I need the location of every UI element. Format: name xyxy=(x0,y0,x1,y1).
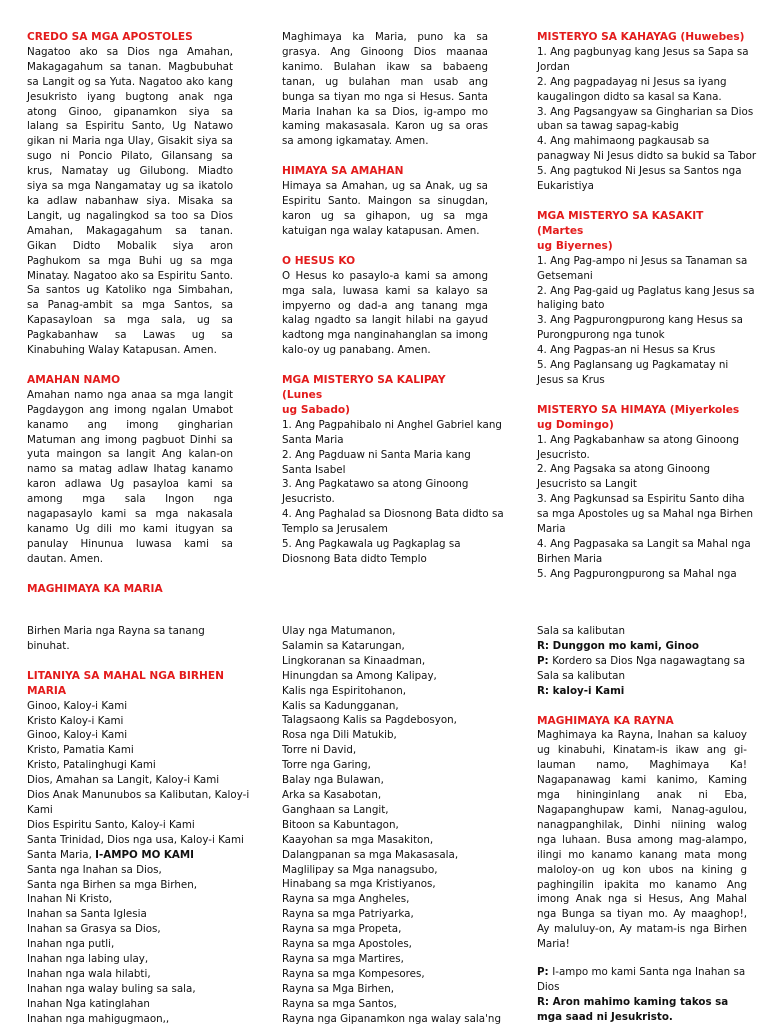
rayna-r xyxy=(537,995,747,1010)
list-item: haliging bato xyxy=(537,299,605,312)
r-label: R: xyxy=(537,995,553,1008)
himaya-misteryo-section xyxy=(537,403,753,582)
p-text: I-ampo mo kami Santa nga Inahan sa xyxy=(552,966,746,979)
p-text: Kordero sa Dios Nga nagawagtang sa xyxy=(552,654,746,667)
credo-title: CREDO SA MGA APOSTOLES xyxy=(27,31,193,43)
list-item: Hinungdan sa Among Kalipay, xyxy=(282,669,437,682)
list-item: Kristo, Patalinghugi Kami xyxy=(27,759,156,772)
response-r2 xyxy=(537,684,747,699)
column-bottom-right xyxy=(537,624,747,1025)
list-item: Jesucristo sa Langit xyxy=(537,478,637,491)
credo-text: Nagatoo ako sa Dios nga Amahan, Makagagahum sa tanan. Magbubuhat sa Langit og sa Yuta. Nagatoo ako kang Jesukristo iyang bugtong anak nga atong Ginoo, gipanamkon siya sa lalang sa Espiritu Santo, Ug Natawo gikan ni Maria nga Ulay, Gisakit siya sa sugo ni Poncio Pilato, Gilansang sa krus, Namatay ug Gilubong. Miadto siya sa mga Nangamatay ug sa ikatolo ka adlaw nabanhaw siya. Misaka sa Langit, ug nagalingkod sa too sa Dios Amahan, Makagagahum sa tanan. Gikan Didto Mobalik siya aron Paghukom sa mga Buhi ug sa mga Minatay. Nagatoo ako sa Espiritu Santo. Sa santos ug Katoliko nga Simbahan, sa Panag-ambit sa mga Santos, sa Kapasayloan sa mga sala, ug sa Pagkabanhaw sa Lawas ug sa Kinabuhing Walay Katapusan. Amen. xyxy=(27,45,233,357)
himaya-misteryo-title-line: MISTERYO SA HIMAYA (Miyerkoles xyxy=(537,403,740,416)
list-item: Inahan nga putli, xyxy=(27,938,115,951)
ohesus-section xyxy=(282,254,488,358)
himaya-title: HIMAYA SA AMAHAN xyxy=(282,165,404,178)
continuation-line: binuhat. xyxy=(27,639,70,652)
credo-section xyxy=(27,30,233,358)
amahan-text: Amahan namo nga anaa sa mga langit Pagdaygon ang imong ngalan Umabot kanamo ang imong gingharian Matuman ang imong pagbuot Dinhi sa yuta maingon sa langit Ang kalan-on namo sa matag adlaw Ihatag kanamo karon adlawa Ug pasayloa kami sa among mga sala Ingon nga nagapasaylo kami sa mga nakasala kanamo Ug dili mo kami itugyan sa panulay Hinunua luwasa kami sa dautan. Amen. xyxy=(27,388,233,565)
list-item: Jesucristo. xyxy=(537,448,590,461)
rayna-section xyxy=(537,714,747,1025)
kahayag-title: MISTERYO SA KAHAYAG (Huwebes) xyxy=(537,31,745,43)
list-item: 2. Ang Pagsaka sa atong Ginoong xyxy=(537,463,711,476)
list-item: Maglilipay sa Mga nanagsubo, xyxy=(282,863,438,876)
rayna-p-cont: Dios xyxy=(537,980,560,993)
r-label: R: xyxy=(537,639,553,652)
column-top-middle xyxy=(282,30,504,567)
himaya-text: Himaya sa Amahan, ug sa Anak, ug sa Espiritu Santo. Maingon sa sinugdan, karon ug sa gihapon, ug sa mga katuigan nga walay katapusan. Amen. xyxy=(282,180,488,237)
list-item: Getsemani xyxy=(537,269,593,282)
list-item: Rosa nga Dili Matukib, xyxy=(282,729,397,742)
list-item: 2. Ang pagpadayag ni Jesus sa iyang xyxy=(537,75,727,88)
list-item: 1. Ang Pagkabanhaw sa atong Ginoong xyxy=(537,433,740,446)
list-item: 5. Ang Paglansang ug Pagkamatay ni xyxy=(537,359,729,372)
list-item: Jordan xyxy=(537,60,570,73)
list-item: 4. Ang mahimaong pagkausab sa xyxy=(537,135,710,148)
list-item: Purongpurong nga tunok xyxy=(537,329,665,342)
list-item: 5. Ang Pagpurongpurong sa Mahal nga xyxy=(537,567,737,580)
litaniya-title-line: LITANIYA SA MAHAL NGA BIRHEN xyxy=(27,669,224,682)
list-item: Salamin sa Katarungan, xyxy=(282,639,405,652)
list-item: sa mga Apostoles ug sa Mahal nga Birhen xyxy=(537,508,753,521)
list-item: Ganghaan sa Langit, xyxy=(282,803,389,816)
list-item: Templo sa Jerusalem xyxy=(282,523,388,536)
list-item: Dalangpanan sa mga Makasasala, xyxy=(282,848,459,861)
maghimaya-title: MAGHIMAYA KA MARIA xyxy=(27,582,163,595)
r-text: Aron mahimo kaming takos sa xyxy=(552,995,729,1008)
list-item: Kami xyxy=(27,803,53,816)
kasakit-title-line: MGA MISTERYO SA KASAKIT (Martes xyxy=(537,209,704,237)
list-item xyxy=(27,848,233,863)
list-item: Ginoo, Kaloy-i Kami xyxy=(27,729,128,742)
ohesus-text: O Hesus ko pasaylo-a kami sa among mga sala, luwasa kami sa kalayo sa impyerno og dad-a ang tanang mga kalag ngadto sa langit hilabi na gayud kadtong mga nanginahanglan sa imong kalo-oy ug panabang. Amen. xyxy=(282,269,488,357)
amahan-section xyxy=(27,373,233,567)
list-item: Torre ni David, xyxy=(282,744,357,757)
litaniya-section xyxy=(27,669,250,1027)
list-item: Kaayohan sa mga Masakiton, xyxy=(282,833,434,846)
column-top-left xyxy=(27,30,233,597)
list-item: 1. Ang Pag-ampo ni Jesus sa Tanaman sa xyxy=(537,254,748,267)
santa-maria-response: I-AMPO MO KAMI xyxy=(95,848,194,861)
list-item: Ginoo, Kaloy-i Kami xyxy=(27,699,128,712)
r-text: Dunggon mo kami, Ginoo xyxy=(552,639,699,652)
list-item: Inahan nga mahigugmaon,, xyxy=(27,1012,170,1025)
list-item: Rayna sa mga Martires, xyxy=(282,952,404,965)
santa-maria-prefix: Santa Maria, xyxy=(27,848,96,861)
rayna-text: Maghimaya ka Rayna, Inahan sa kaluoy ug kinabuhi, Kinatam-is ikaw ang gi-lauman namo, Maghimaya Ka! Nagapanawag kami kanimo, Kaming mga hininginlang anak ni Eba, Nagapanghupaw kami, Nanag-agulou, nanagpanghilak, Dinhi niining walog nga luhaan. Busa among mag-alampo, ilingi mo kanamo kanang mata mong maloloy-on ug kon ubos na kining g paghingilin ipakita mo kanamo Ang imong Anak nga si Hesus, Ang Mahal nga Bunga sa tiyan mo. Ay maaghop!, Ay maluluy-on, Ay matam-is nga Birhen Maria! xyxy=(537,729,747,951)
list-item: 4. Ang Pagpasaka sa Langit sa Mahal nga xyxy=(537,538,751,550)
list-item: Santa nga Birhen sa mga Birhen, xyxy=(27,878,198,891)
list-item: Kristo, Pamatia Kami xyxy=(27,744,134,757)
list-item: Talagsaong Kalis sa Pagdebosyon, xyxy=(282,714,457,727)
list-item: Inahan sa Grasya sa Dios, xyxy=(27,923,161,936)
kalipay-title-line: ug Sabado) xyxy=(282,403,351,416)
kasakit-section xyxy=(537,209,755,388)
list-item: Santa nga Inahan sa Dios, xyxy=(27,863,162,876)
response-line: Sala sa kalibutan xyxy=(537,625,625,637)
list-item: Birhen Maria xyxy=(537,552,603,565)
himaya-misteryo-title-line: ug Domingo) xyxy=(537,418,614,431)
list-item: Balay nga Bulawan, xyxy=(282,774,384,787)
list-item: Kristo Kaloy-i Kami xyxy=(27,714,124,727)
list-item: Rayna sa mga Angheles, xyxy=(282,893,410,906)
r-label: R: xyxy=(537,684,553,697)
rayna-r-cont: mga saad ni Jesukristo. xyxy=(537,1010,673,1023)
list-item: Kalis nga Espiritohanon, xyxy=(282,684,407,697)
litaniya-title-line: MARIA xyxy=(27,684,67,697)
list-item: kaugalingon didto sa kasal sa Kana. xyxy=(537,90,722,103)
list-item: Rayna nga Gipanamkon nga walay sala'ng xyxy=(282,1012,501,1025)
list-item: 1. Ang pagbunyag kang Jesus sa Sapa sa xyxy=(537,45,749,58)
list-item: 1. Ang Pagpahibalo ni Anghel Gabriel kang xyxy=(282,418,502,431)
list-item: 2. Ang Pag-gaid ug Paglatus kang Jesus sa xyxy=(537,284,755,297)
himaya-section xyxy=(282,164,488,239)
list-item: Santa Isabel xyxy=(282,463,346,476)
list-item: Rayna sa mga Patriyarka, xyxy=(282,908,414,921)
list-item: Rayna sa mga Kompesores, xyxy=(282,967,425,980)
list-item: Rayna sa Mga Birhen, xyxy=(282,982,395,995)
list-item: Torre nga Garing, xyxy=(282,759,371,772)
rayna-p xyxy=(537,965,747,980)
list-item: 5. Ang Pagkawala ug Pagkaplag sa xyxy=(282,538,461,551)
list-item: 3. Ang Pagpurongpurong kang Hesus sa xyxy=(537,314,743,327)
maghimaya-text: Maghimaya ka Maria, puno ka sa grasya. Ang Ginoong Dios maanaa kanimo. Bulahan ikaw sa babaeng tanan, ug bulahan man usab ang bunga sa tiyan mo nga si Hesus. Santa Maria Inahan ka sa Dios, ig-ampo mo kaming makasasala. Karon ug sa oras sa among igkamatay. Amen. xyxy=(282,31,488,148)
list-item: Lingkoranan sa Kinaadman, xyxy=(282,654,426,667)
list-item: 4. Ang Pagpas-an ni Hesus sa Krus xyxy=(537,344,716,357)
list-item: Maria xyxy=(537,523,566,536)
r-text: kaloy-i Kami xyxy=(552,684,625,697)
list-item: Arka sa Kasabotan, xyxy=(282,788,382,801)
rayna-title: MAGHIMAYA KA RAYNA xyxy=(537,714,674,727)
list-item: 2. Ang Pagduaw ni Santa Maria kang xyxy=(282,448,471,461)
list-item: Rayna sa mga Propeta, xyxy=(282,923,402,936)
response-block xyxy=(537,624,747,699)
list-item: Inahan Ni Kristo, xyxy=(27,893,113,906)
list-item: uban sa tawag sapag-kabig xyxy=(537,120,679,133)
list-item: 3. Ang Pagkunsad sa Espiritu Santo diha xyxy=(537,493,745,506)
list-item: 4. Ang Paghalad sa Diosnong Bata didto sa xyxy=(282,508,504,521)
list-item: Jesus sa Krus xyxy=(537,373,605,386)
ohesus-title: O HESUS KO xyxy=(282,254,356,267)
continuation-line: Birhen Maria nga Rayna sa tanang xyxy=(27,625,205,637)
list-item: Santa Trinidad, Dios nga usa, Kaloy-i Kami xyxy=(27,833,244,846)
p-label: P: xyxy=(537,654,553,667)
list-item: Inahan nga labing ulay, xyxy=(27,953,149,966)
list-item: Rayna sa mga Apostoles, xyxy=(282,938,412,951)
amahan-title: AMAHAN NAMO xyxy=(27,373,121,386)
list-item: Inahan sa Santa Iglesia xyxy=(27,908,147,921)
list-item: Dios, Amahan sa Langit, Kaloy-i Kami xyxy=(27,774,220,787)
list-item: Jesucristo. xyxy=(282,493,335,506)
list-item: 5. Ang pagtukod Ni Jesus sa Santos nga xyxy=(537,165,742,178)
list-item: 3. Ang Pagsangyaw sa Gingharian sa Dios xyxy=(537,105,754,118)
list-item: Ulay nga Matumanon, xyxy=(282,625,396,637)
list-item: panagway Ni Jesus didto sa bukid sa Tabor xyxy=(537,150,757,163)
kasakit-title-line: ug Biyernes) xyxy=(537,239,613,252)
column-bottom-middle xyxy=(282,624,501,1026)
list-item: Inahan Nga katinglahan xyxy=(27,997,150,1010)
column-bottom-left xyxy=(27,624,250,1027)
kalipay-section xyxy=(282,373,504,567)
kalipay-title-line: MGA MISTERYO SA KALIPAY (Lunes xyxy=(282,374,446,402)
kahayag-section xyxy=(537,30,757,194)
list-item: 3. Ang Pagkatawo sa atong Ginoong xyxy=(282,478,469,491)
response-r1 xyxy=(537,639,747,654)
list-item: Rayna sa mga Santos, xyxy=(282,997,397,1010)
list-item: Kalis sa Kadungganan, xyxy=(282,699,399,712)
list-item: Hinabang sa mga Kristiyanos, xyxy=(282,878,436,891)
column-top-right xyxy=(537,30,757,582)
list-item: Inahan nga wala hilabti, xyxy=(27,967,151,980)
list-item: Bitoon sa Kabuntagon, xyxy=(282,818,399,831)
list-item: Santa Maria xyxy=(282,433,344,446)
response-line: Sala sa kalibutan xyxy=(537,669,625,682)
list-item: Dios Anak Manunubos sa Kalibutan, Kaloy-i xyxy=(27,789,250,802)
response-p1 xyxy=(537,654,747,669)
list-item: Eukaristiya xyxy=(537,180,594,193)
p-label: P: xyxy=(537,966,553,979)
list-item: Dios Espiritu Santo, Kaloy-i Kami xyxy=(27,818,195,831)
list-item: Diosnong Bata didto Templo xyxy=(282,553,427,565)
list-item: Inahan nga walay buling sa sala, xyxy=(27,982,196,995)
